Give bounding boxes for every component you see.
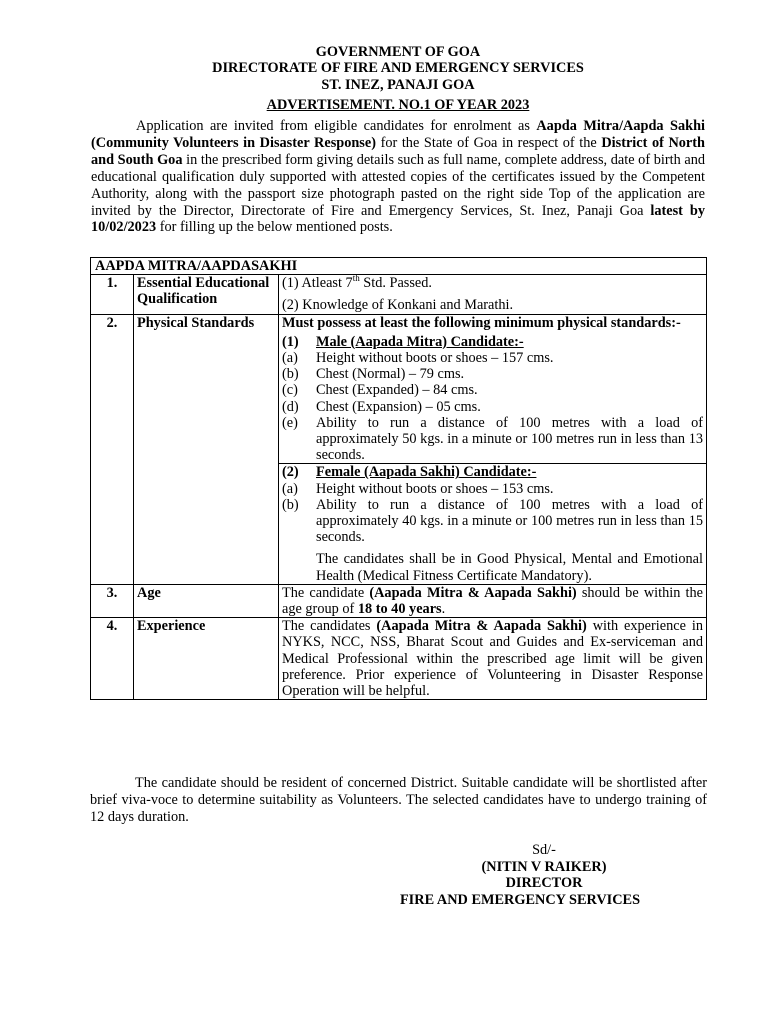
row-number: 1. bbox=[91, 275, 134, 314]
list-item: (d) Chest (Expansion) – 05 cms. bbox=[282, 398, 481, 415]
table-row bbox=[91, 618, 707, 700]
row-label: Essential Educational Qualification bbox=[134, 275, 279, 314]
physical-intro: Must possess at least the following minimum physical standards:- bbox=[282, 314, 681, 331]
qualification-item: (1) Atleast 7th Std. Passed. bbox=[282, 273, 432, 292]
table-heading: AAPDA MITRA/AAPDASAKHI bbox=[91, 258, 707, 275]
row-number: 2. bbox=[91, 314, 134, 584]
intro-paragraph: Application are invited from eligible candidates for enrolment as Aapda Mitra/Aapda Sakhi (Community Volunteers in Disaster Response) for the State of Goa in respect of the District of North and South Goa in the prescribed form giving details such as full name, complete address, date of birth and educational qualification duly supported with attested copies of the certificates issued by the Competent Authority, along with the passport size photograph pasted on the right side Top of the application are invited by the Director, Directorate of Fire and Emergency Services, St. Inez, Panaji Goa latest by 10/02/2023 for filling up the below mentioned posts. bbox=[91, 118, 705, 236]
physical-female-cell bbox=[279, 464, 707, 584]
qualification-cell bbox=[279, 275, 707, 314]
list-item: (c) Chest (Expanded) – 84 cms. bbox=[282, 382, 478, 399]
list-item: (b) Ability to run a distance of 100 metres with a load of approximately 40 kgs. in a minute or 100 metres run in less than 15 seconds. bbox=[282, 496, 703, 546]
eligibility-table bbox=[90, 257, 707, 700]
list-item: (b) Chest (Normal) – 79 cms. bbox=[282, 366, 465, 383]
male-heading: (1) Male (Aapada Mitra) Candidate:- bbox=[282, 333, 524, 350]
row-label: Age bbox=[134, 584, 279, 617]
list-item: (e) Ability to run a distance of 100 metres with a load of approximately 50 kgs. in a minute or 100 metres run in less than 13 seconds. bbox=[282, 414, 703, 464]
row-label: Experience bbox=[134, 618, 279, 700]
signatory-name: (NITIN V RAIKER) bbox=[481, 858, 607, 875]
advertisement-title: ADVERTISEMENT. NO.1 OF YEAR 2023 bbox=[266, 97, 530, 113]
header-directorate: DIRECTORATE OF FIRE AND EMERGENCY SERVICES bbox=[212, 60, 584, 76]
row-number: 3. bbox=[91, 584, 134, 617]
list-item: (a) Height without boots or shoes – 157 cms. bbox=[282, 350, 554, 367]
signatory-department: FIRE AND EMERGENCY SERVICES bbox=[399, 891, 641, 908]
experience-cell: The candidates (Aapada Mitra & Aapada Sakhi) with experience in NYKS, NCC, NSS, Bharat Scout and Guides and Ex-serviceman and Medical Professional within the prescribed age limit will be given preference. Prior experience of Volunteering in Disaster Response Operation will be helpful. bbox=[279, 618, 707, 700]
table-heading-row bbox=[91, 258, 707, 275]
table-row bbox=[91, 314, 707, 464]
header-address: ST. INEZ, PANAJI GOA bbox=[321, 77, 475, 93]
signature-sd: Sd/- bbox=[532, 842, 556, 858]
qualification-item: (2) Knowledge of Konkani and Marathi. bbox=[282, 297, 514, 314]
list-item: (a) Height without boots or shoes – 153 cms. bbox=[282, 480, 554, 497]
health-note: The candidates shall be in Good Physical, Mental and Emotional Health (Medical Fitness Certificate Mandatory). bbox=[316, 551, 703, 584]
closing-paragraph: The candidate should be resident of concerned District. Suitable candidate will be shortlisted after brief viva-voce to determine suitability as Volunteers. The selected candidates have to undergo training of 12 days duration. bbox=[90, 775, 707, 825]
signatory-designation: DIRECTOR bbox=[505, 875, 583, 891]
age-cell: The candidate (Aapada Mitra & Aapada Sakhi) should be within the age group of 18 to 40 years. bbox=[279, 584, 707, 617]
header-government: GOVERNMENT OF GOA bbox=[315, 44, 481, 60]
row-label: Physical Standards bbox=[134, 314, 279, 584]
table-row bbox=[91, 275, 707, 314]
table-row bbox=[91, 584, 707, 617]
row-number: 4. bbox=[91, 618, 134, 700]
female-heading: (2) Female (Aapada Sakhi) Candidate:- bbox=[282, 464, 537, 481]
signature-block bbox=[360, 842, 680, 908]
physical-male-cell bbox=[279, 314, 707, 464]
